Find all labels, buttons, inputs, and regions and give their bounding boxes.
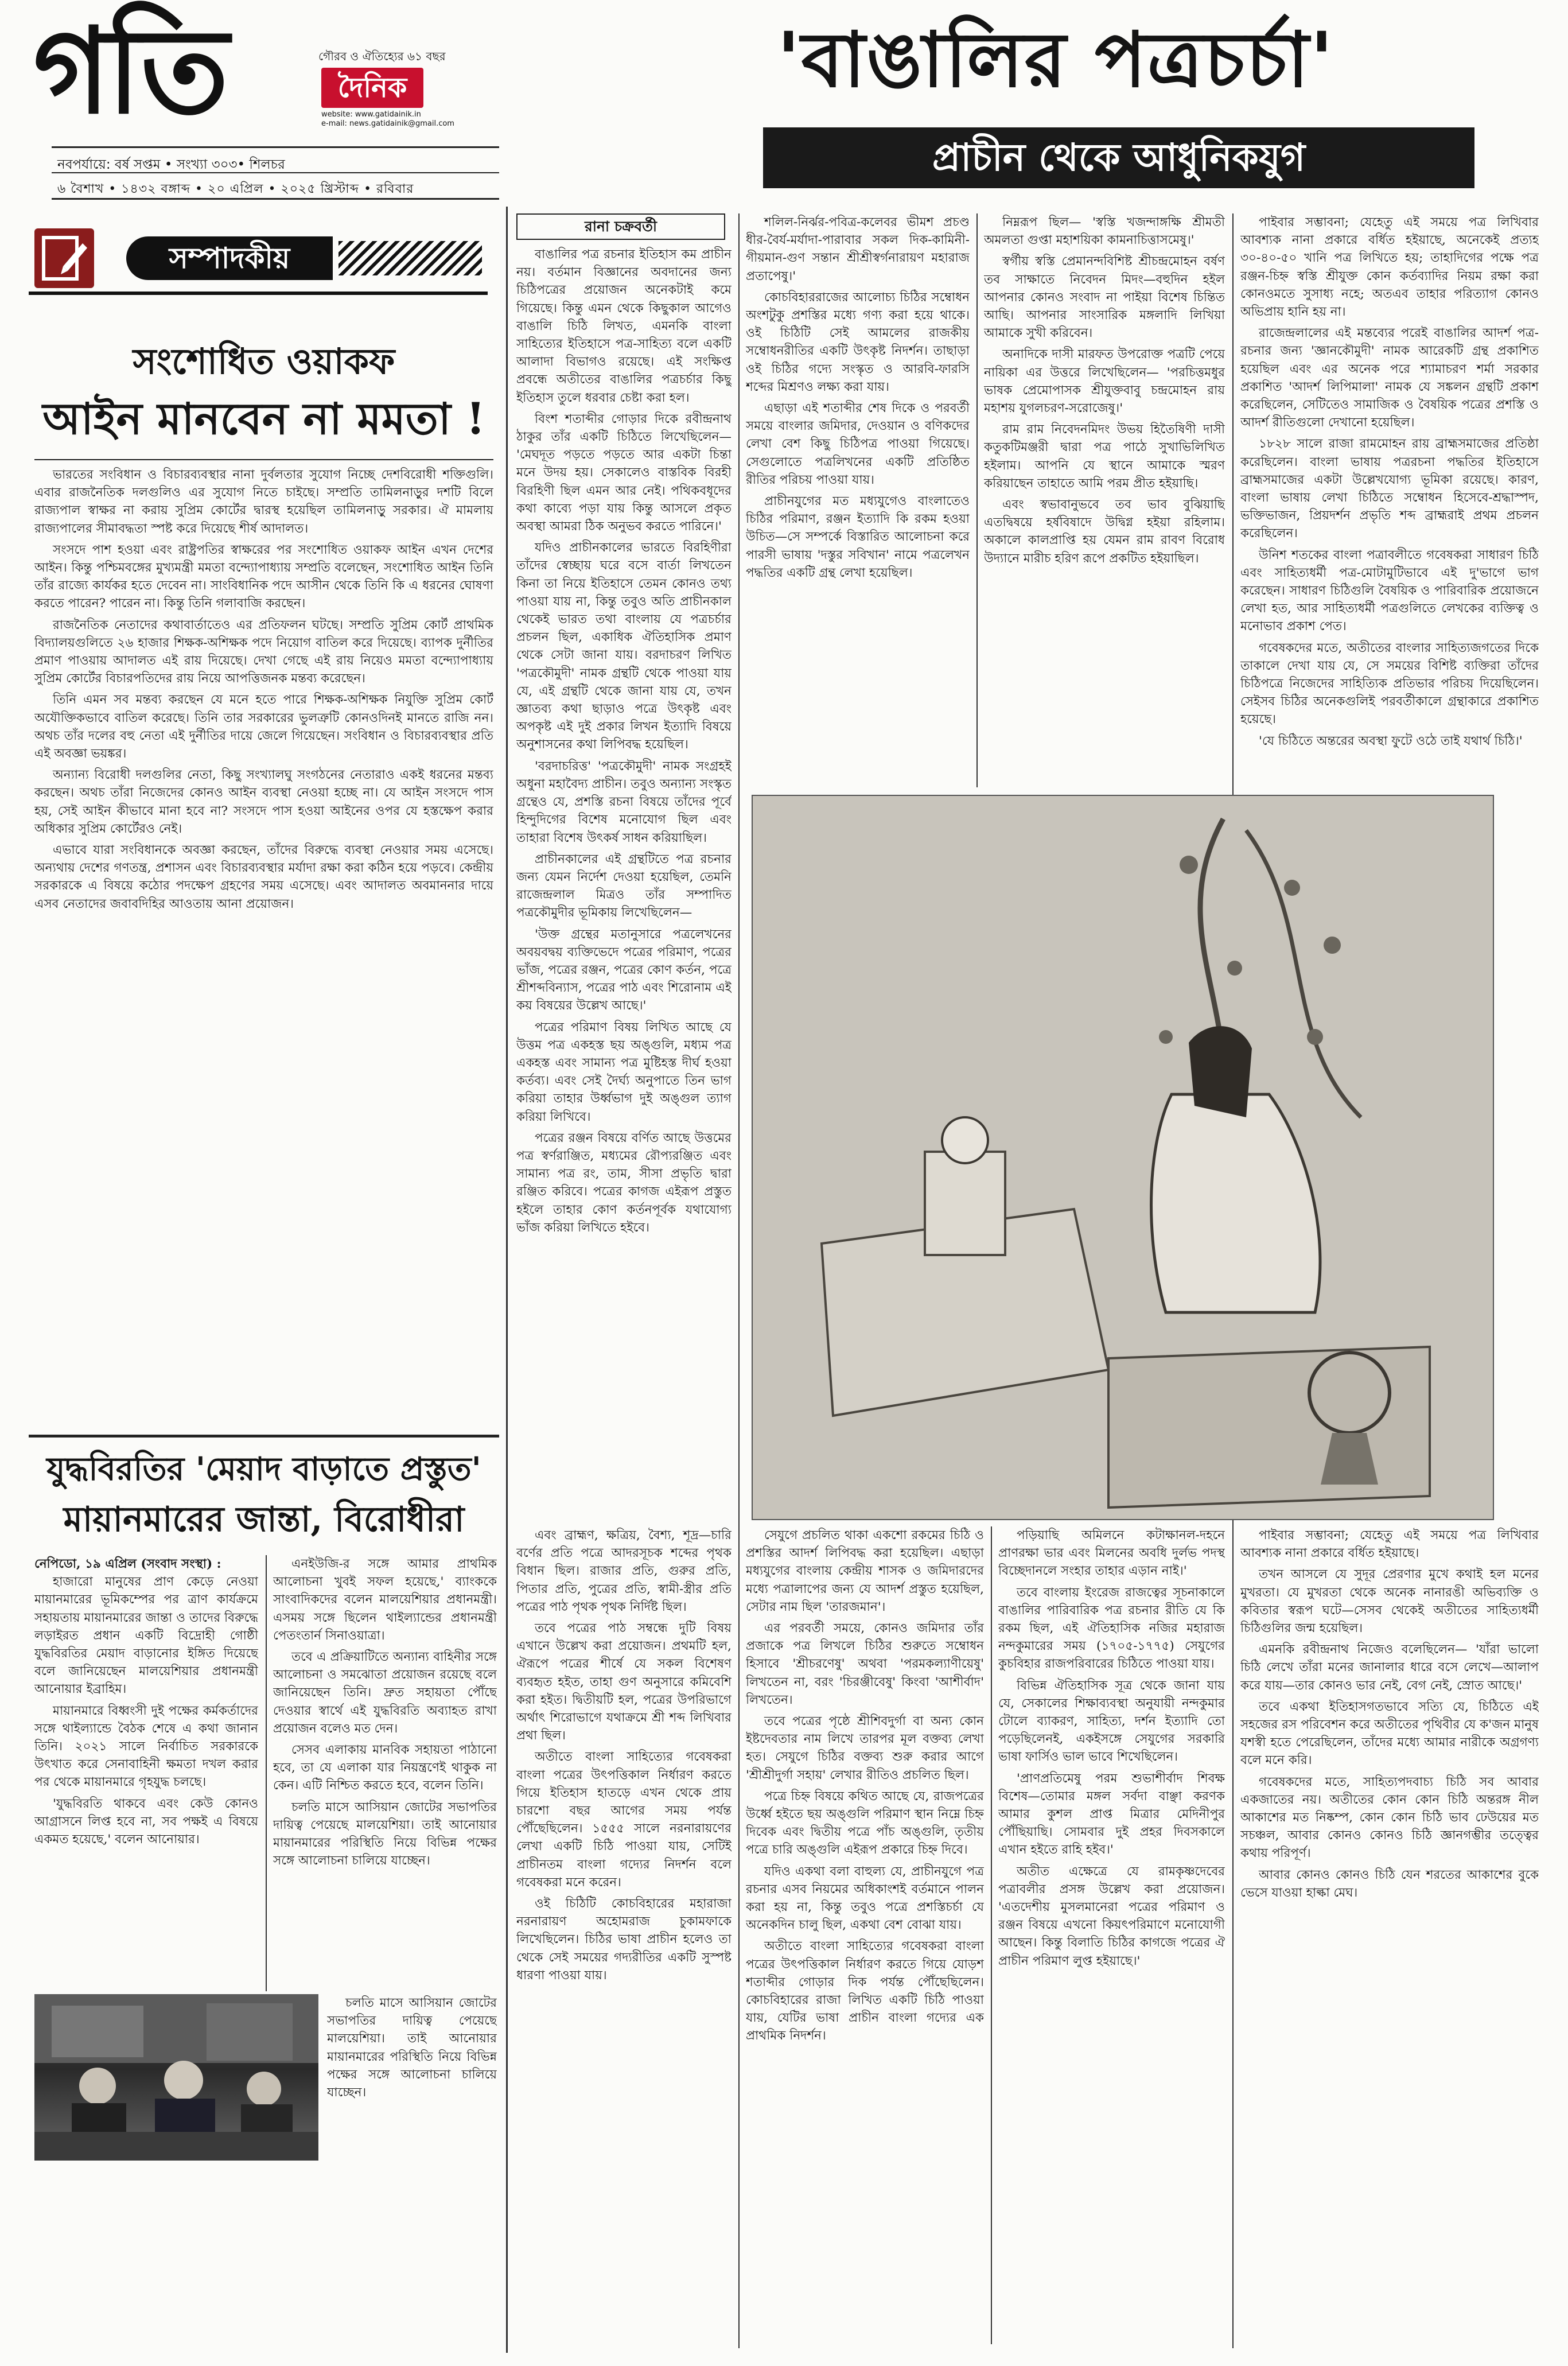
paragraph: তবে পত্রের পৃষ্ঠে শ্রীশিবদুর্গা বা অন্য কোন ইষ্টদেবতার নাম লিখে তারপর মূল বক্তব্য লেখা হত। সেযুগে চিঠির বক্তব্য শুরু করার আগে 'শ্রীশ্রীদুর্গা সহায়' লেখার রীতিও প্রচলিত ছিল। — [746, 1714, 984, 1782]
feature-column-8 — [1240, 1526, 1539, 2344]
paragraph: অন্যান্য বিরোধী দলগুলির নেতা, কিছু সংখ্যালঘু সংগঠনের নেতারাও একই ধরনের মন্তব্য করছেন। অথচ তাঁরা নিজেদের কোনও আইন ব্যবস্থা নেওয়া হচ্ছে না। যে আইন সংসদে পাস হয়, সেই আইন কীভাবে মানা হবে না? সংসদে পাস হওয়া আইনের ওপর যে হস্তক্ষেপ করার অধিকার সুপ্রিম কোর্টেরও নেই। — [34, 768, 493, 836]
paragraph: রাজেন্দ্রলালের এই মন্তব্যের পরেই বাঙালির আদর্শ পত্র-রচনার জন্য 'জ্ঞানকৌমুদী' নামক আরেকটি গ্রন্থ প্রকাশিত হয়েছিল এবং এর অনেক পরে শ্যামাচরণ শর্মা সরকার প্রকাশিত 'আদর্শ লিপিমালা' নামক যে সঙ্কলন গ্রন্থটি প্রকাশ করেছিলেন, সেটিতেও সামাজিক ও বৈষয়িক পত্রের প্রশস্তি ও আদর্শ রীতিগুলো দেখানো হয়েছিল। — [1240, 326, 1539, 430]
paragraph: বাঙালির পত্র রচনার ইতিহাস কম প্রাচীন নয়। বর্তমান বিজ্ঞানের অবদানের জন্য চিঠিপত্রের প্রয়োজন অনেকটাই কমে গিয়েছে। কিন্তু এমন থেকে কিছুকাল আগেও বাঙালি চিঠি লিখত, এমনকি বাংলা সাহিত্যের ইতিহাসে পত্র-সাহিত্য বলে একটি আলাদা বিভাগও রয়েছে। এই সংক্ষিপ্ত প্রবন্ধে অতীতের বাঙালির পত্রচর্চার কিছু ইতিহাস তুলে ধরবার চেষ্টা করা হল। — [516, 247, 732, 405]
feature-column-3 — [746, 213, 970, 787]
war-story-left-body — [34, 1573, 258, 1848]
paragraph: অনাদিকে দাসী মারফত উপরোক্ত পত্রটি পেয়ে নায়িকা এর উত্তরে লিখেছিলেন— 'পরচিত্তমধুর ভাষক প্রেমোপাসক শ্রীযুক্তবাবু চন্দ্রমোহন রায় মহাশয় যুগলচরণ-সরোজেষু।' — [984, 347, 1225, 416]
war-story-photo-side-column — [327, 1994, 497, 2344]
issue-line: নবপর্যায়ে: বর্ষ সপ্তম • সংখ্যা ৩০৩• শিলচর — [57, 157, 285, 172]
paragraph: ভারতের সংবিধান ও বিচারব্যবস্থার নানা দুর্বলতার সুযোগ নিচ্ছে দেশবিরোধী শক্তিগুলি। এবার রাজনৈতিক দলগুলিও এর সুযোগ নিতে চাইছে। সম্প্রতি তামিলনাড়ুর দশটি বিলে রাজ্যপাল স্বাক্ষর না করায় সুপ্রিম কোর্টের দ্বারস্থ হয়েছিল তামিলনাড়ু সরকার। ঐ মামলায় রাজ্যপালের সীমাবদ্ধতা স্পষ্ট করে দিয়েছে শীর্ষ আদালত। — [34, 468, 493, 536]
editorial-headline-line2: আইন মানবেন না মমতা ! — [42, 393, 485, 444]
war-story-right-column — [273, 1555, 497, 1991]
editorial-headline-line1: সংশোধিত ওয়াকফ — [133, 340, 395, 382]
feature-illustration — [752, 795, 1494, 1520]
paragraph: পত্রে চিহ্ন বিষয়ে কথিত আছে যে, রাজপত্রের উর্ধ্বে হইতে ছয় অঙ্গুলি পরিমাণ স্থান নিম্নে চিহ্ন দিবেক এবং দ্বিতীয় পত্রে পাঁচ অঙ্গুলি, তৃতীয় পত্রে চারি অঙ্গুলি এইরূপ প্রকারে চিহ্ন দিবে। — [746, 1789, 984, 1858]
masthead-rule-bottom — [52, 198, 499, 200]
paragraph: এমনকি রবীন্দ্রনাথ নিজেও বলেছিলেন— 'যাঁরা ভালো চিঠি লেখে তাঁরা মনের জানালার ধারে বসে লেখে—আলাপ করে যায়—তার কোনও ভার নেই, বেগ নেই, স্রোত আছে।' — [1240, 1642, 1539, 1693]
war-story-column-rule — [266, 1555, 267, 1991]
paragraph: পত্রের রঞ্জন বিষয়ে বর্ণিত আছে উত্তমের পত্র স্বর্ণরাঞ্জিত, মধ্যমের রৌপ্যরঞ্জিত এবং সামান্য পত্র রং, তাম, সীসা প্রভৃতি দ্বারা রঞ্জিত করিবে। পত্রের কাগজ এইরূপ প্রস্তুত হইলে তাহার কোণ কর্তনপূর্বক যথাযোগ্য ভাঁজ করিয়া লিখিতে হইবে। — [516, 1130, 732, 1235]
feature-column-1 — [516, 246, 732, 1520]
paragraph: বিংশ শতাব্দীর গোড়ার দিকে রবীন্দ্রনাথ ঠাকুর তাঁর একটি চিঠিতে লিখেছিলেন— 'মেঘদূত পড়তে পড়তে আর একটা চিন্তা মনে উদয় হয়। সেকালেও বাস্তবিক বিরহী বিরহিণী ছিল এমন আর নেই। পথিকবধূদের কথা কাব্যে পড়া যায় কিন্তু আসলে প্রকৃত অবস্থা আমরা ঠিক অনুভব করতে পারিনে।' — [516, 411, 732, 534]
editorial-rule — [34, 459, 493, 460]
paragraph: এছাড়া এই শতাব্দীর শেষ দিকে ও পরবর্তী সময়ে বাংলার জমিদার, দেওয়ান ও বণিকদের লেখা বেশ কিছু চিঠিপত্র পাওয়া গিয়েছে। সেগুলোতে পত্রলিখনের একটি প্রতিষ্ঠিত রীতির পরিচয় পাওয়া যায়। — [746, 401, 970, 487]
paragraph: এর পরবর্তী সময়ে, কোনও জমিদার তাঁর প্রজাকে পত্র লিখলে চিঠির শুরুতে সম্বোধন হিসাবে 'শ্রীচরণেষু' অথবা 'পরমকল্যাণীয়েষু' লিখতেন না, বরং 'চিরঞ্জীবেষু' কিংবা 'আশীর্বাদ' লিখতেন। — [746, 1621, 984, 1707]
paragraph: তখন আসলে যে সুদূর প্রেরণার মুখে কথাই হল মনের মুখরতা। যে মুখরতা থেকে অনেক নানারঙী অভিব্যক্তি ও কবিতার স্বরূপ ঘটে—সেসব থেকেই অতীতের সাহিত্যধর্মী চিঠিগুলির জন্ম হয়েছিল। — [1240, 1567, 1539, 1636]
paragraph: শলিল-নির্ঝর-পবিত্র-কলেবর ভীমশ প্রচণ্ড ধীর-বৈর্য-মর্যাদা-পারাবার সকল দিক-কামিনী-গীয়মান-গুণ সন্তান শ্রীশ্রীস্বর্গনারায়ণ মহারাজ প্রতাপেষু।' — [746, 215, 970, 283]
paragraph: স্বর্গীয় স্বস্তি প্রেমানন্দবিশিষ্ট শ্রীচন্দ্রমোহন বর্ষণ তব সাক্ষাতে নিবেদন মিদং—বহুদিন হইল আপনার কোনও সংবাদ না পাইয়া বিশেষ চিন্তিত আছি। আপনার সাংসারিক মঙ্গলাদি লিখিয়া আমাকে সুখী করিবেন। — [984, 254, 1225, 341]
paragraph: সংসদে পাশ হওয়া এবং রাষ্ট্রপতির স্বাক্ষরের পর সংশোধিত ওয়াকফ আইন এখন দেশের আইন। কিন্তু পশ্চিমবঙ্গের মুখ্যমন্ত্রী মমতা বন্দ্যোপাধ্যায় সম্প্রতি বলেছেন, সংশোধিত আইন তিনি তাঁর রাজ্যে কার্যকর হতে দেবেন না। সাংবিধানিক পদে আসীন থেকে তিনি কি এ ধরনের ঘোষণা করতে পারেন? পারেন না। কিন্তু তিনি গলাবাজি করছেন। — [34, 542, 493, 611]
feature-rule-1 — [738, 213, 740, 2348]
paragraph: উনিশ শতকের বাংলা পত্রাবলীতে গবেষকরা সাধারণ চিঠি এবং সাহিত্যধর্মী পত্র-মোটামুটিভাবে এই দু'ভাগে ভাগ করেছেন। সাধারণ চিঠিগুলি বৈষয়িক ও পারিবারিক প্রয়োজনে লেখা হত, আর সাহিত্যধর্মী পত্রগুলিতে লেখকের ব্যক্তিত্ব ও মনোভাব প্রকাশ পেত। — [1240, 547, 1539, 634]
masthead-contact — [321, 110, 454, 129]
editorial-body — [34, 466, 493, 1424]
pen-icon — [34, 228, 94, 288]
website-text: website: www.gatidainik.in — [321, 110, 421, 119]
paragraph: এভাবে যারা সংবিধানকে অবজ্ঞা করছেন, তাঁদের বিরুদ্ধে ব্যবস্থা নেওয়ার সময় এসেছে। অন্যথায় দেশের গণতন্ত্র, প্রশাসন এবং বিচারব্যবস্থার মর্যাদা রক্ষা করা কঠিন হয়ে পড়বে। কেন্দ্রীয় সরকারকে এ বিষয়ে কঠোর পদক্ষেপ গ্রহণের সময় এসেছে। এবং আদালত অবমাননার দায়ে এসব নেতাদের জবাবদিহির আওতায় আনা প্রয়োজন। — [34, 843, 493, 911]
paragraph: হাজারো মানুষের প্রাণ কেড়ে নেওয়া মায়ানমারের ভূমিকম্পের পর ত্রাণ কার্যক্রমে সহায়তায় মায়ানমারের জান্তা ও তাদের বিরুদ্ধে লড়াইরত প্রধান একটি বিদ্রোহী গোষ্ঠী যুদ্ধবিরতির মেয়াদ বাড়ানোর ইঙ্গিত দিয়েছে বলে জানিয়েছেন মালয়েশিয়ার প্রধানমন্ত্রী আনোয়ার ইব্রাহিম। — [34, 1575, 258, 1697]
feature-headline: 'বাঙালির পত্রচর্চা' — [777, 15, 1334, 104]
paragraph: এবং ব্রাহ্মণ, ক্ষত্রিয়, বৈশ্য, শূদ্র—চারি বর্ণের প্রতি পত্রে আদরসূচক শব্দের পৃথক বিধান ছিল। রাজার প্রতি, গুরুর প্রতি, পিতার প্রতি, পুত্রের প্রতি, স্বামী-স্ত্রীর প্রতি পত্রের পাঠ পৃথক পৃথক নির্দিষ্ট ছিল। — [516, 1528, 732, 1614]
edition-badge: দৈনিক — [321, 68, 423, 108]
feature-rule-2 — [976, 213, 978, 787]
email-text: e-mail: news.gatidainik@gmail.com — [321, 119, 454, 128]
war-story-headline-line1: যুদ্ধবিরতির 'মেয়াদ বাড়াতে প্রস্তুত' — [46, 1450, 481, 1488]
paragraph: প্রাচীনকালের এই গ্রন্থটিতে পত্র রচনার জন্য যেমন নির্দেশ দেওয়া হয়েছিল, তেমনি রাজেন্দ্রলাল মিত্রও তাঁর সম্পাদিত পত্রকৌমুদীর ভূমিকায় লিখেছিলেন— — [516, 852, 732, 920]
paragraph: এনইউজি-র সঙ্গে আমার প্রাথমিক আলোচনা খুবই সফল হয়েছে,' ব্যাংককে সাংবাদিকদের বলেন মালয়েশিয়ার প্রধানমন্ত্রী। এসময় সঙ্গে ছিলেন থাইল্যান্ডের প্রধানমন্ত্রী পেতংতার্ন সিনাওয়াত্রা। — [273, 1557, 497, 1643]
paragraph: পড়িয়াছি অমিলনে কটাক্ষানল-দহনে প্রাণরক্ষা ভার এবং মিলনের অবধি দুর্লভ পদস্থ বিচ্ছেদানলে সংহার তাহার এড়ান নাই।' — [998, 1528, 1225, 1579]
paragraph: রাম রাম নিবেদনমিদং উভয় হিতৈষিণী দাসী কতুকটিমঞ্জরী দ্বারা পত্র পাঠে সুখাভিলিখিত হইলাম। আপনি যে স্থানে আমাকে স্মরণ করিয়াছেন তাহাতে আমি পরম প্রীত হইয়াছি। — [984, 422, 1225, 491]
paragraph: এবং স্বভাবানুভবে তব ভাব বুঝিয়াছি এতদ্বিষয়ে হর্ষবিষাদে উদ্বিগ্ন হইয়া রহিলাম। অকালে কালপ্রাপ্তি হয় যেমন রাম রাবণ বিরোধ উদ্যানে মারীচ হরিণ রূপে প্রকটিত হইয়াছিল। — [984, 498, 1225, 566]
paragraph: পাইবার সম্ভাবনা; যেহেতু এই সময়ে পত্র লিখিবার আবশ্যক নানা প্রকারে বর্ধিত হইয়াছে, অনেকেই প্রত্যহ ৩০-৪০-৫০ খানি পত্র লিখিতে হয়; তাহাদিগের পক্ষে পত্র রঞ্জন-চিহ্ন স্বস্তি শ্রীযুক্ত কোন কর্তব্যাদির নিয়ম রক্ষা করা কোনওমতে সুসাধ্য নহে; অতএব তাহার পরিত্যাগ কোনও অভিপ্রায় হানি হয় না। — [1240, 215, 1539, 320]
war-story-dateline: নেপিডো, ১৯ এপ্রিল (সংবাদ সংস্থা) : — [34, 1557, 221, 1571]
paragraph: অতীতে বাংলা সাহিত্যের গবেষকরা বাংলা পত্রের উৎপত্তিকাল নির্ধারণ করতে গিয়ে ইতিহাস হাতড়ে এখন থেকে প্রায় চারশো বছর আগের সময় পর্যন্ত পৌঁছেছিলেন। ১৫৫৫ সালে নরনারায়ণের লেখা একটি চিঠি পাওয়া যায়, সেটিই প্রাচীনতম বাংলা গদ্যের নিদর্শন বলে গবেষকরা মনে করেন। — [516, 1750, 732, 1890]
paragraph: যদিও একথা বলা বাহুল্য যে, প্রাচীনযুগে পত্র রচনার এসব নিয়মের অধিকাংশই বর্তমানে পালন করা হয় না, কিন্তু তবুও পত্রে প্রশস্তিচর্চা যে অনেকদিন চালু ছিল, একথা বেশ বোঝা যায়। — [746, 1864, 984, 1933]
paragraph: মায়ানমারে বিধ্বংসী দুই পক্ষের কর্মকর্তাদের সঙ্গে থাইল্যান্ডে বৈঠক শেষে এ কথা জানান তিনি। ২০২১ সালে নির্বাচিত সরকারকে উৎখাত করে সেনাবাহিনী ক্ষমতা দখল করার পর থেকে মায়ানমারে গৃহযুদ্ধ চলছে। — [34, 1703, 258, 1790]
war-story-photo — [34, 1994, 318, 2161]
paragraph: তবে এ প্রক্রিয়াটিতে অন্যান্য বাহিনীর সঙ্গে আলোচনা ও সমঝোতা প্রয়োজন রয়েছে বলে জানিয়েছেন তিনি। দ্রুত সহায়তা পৌঁছে দেওয়ার স্বার্থে এই যুদ্ধবিরতি অব্যাহত রাখা প্রয়োজন বলেও মত দেন। — [273, 1650, 497, 1736]
feature-byline: রানা চক্রবর্তী — [516, 213, 725, 240]
feature-column-6 — [746, 1526, 984, 2344]
paragraph: রাজনৈতিক নেতাদের কথাবার্তাতেও এর প্রতিফলন ঘটছে। সম্প্রতি সুপ্রিম কোর্ট প্রাথমিক বিদ্যালয়গুলিতে ২৬ হাজার শিক্ষক-অশিক্ষক পদে নিয়োগ বাতিল করে দিয়েছে। ব্যাপক দুর্নীতির প্রমাণ পাওয়ায় আদালত এই রায় দিয়েছে। দেখা গেছে এই রায় নিয়েও মমতা বন্দ্যোপাধ্যায় সুপ্রিম কোর্টের বিচারপতিদের রায় নিয়ে আপত্তিজনক মন্তব্য করেছেন। — [34, 617, 493, 686]
feature-subheadline: প্রাচীন থেকে আধুনিকযুগ — [763, 127, 1474, 188]
paragraph: তবে বাংলায় ইংরেজ রাজত্বের সূচনাকালে বাঙালির পারিবারিক পত্র রচনার রীতি যে কি রকম ছিল, এই ঐতিহাসিক নজির মহারাজ নন্দকুমারের সময় (১৭০৫-১৭৭৫) সেযুগের কুচবিহার রাজপরিবারের চিঠিতে পাওয়া যায়। — [998, 1585, 1225, 1672]
paragraph: অতীত এক্ষেত্রে যে রামকৃষ্ণদেবের পত্রাবলীর প্রসঙ্গ উল্লেখ করা প্রয়োজন। 'এতদেশীয় মুসলমানেরা পত্রের পরিমাণ ও রঞ্জন বিষয়ে এখনো কিয়ৎপরিমাণে মনোযোগী আছেন। কিন্তু বিলাতি চিঠির কাগজে পত্রের ঐ প্রাচীন পরিমাণ লুপ্ত হইয়াছে।' — [998, 1864, 1225, 1968]
newspaper-logo: গতি — [33, 3, 225, 140]
paragraph: পত্রের পরিমাণ বিষয় লিখিত আছে যে উত্তম পত্র একহস্ত ছয় অঙ্গুলি, মধ্যম পত্র একহস্ত এবং সামান্য পত্র মুষ্টিহস্ত দীর্ঘ হওয়া কর্তব্য। এবং সেই দৈর্ঘ্য অনুপাতে তিন ভাগ করিয়া তাহার উর্ধ্বভাগ দুই অঙ্গুল ত্যাগ করিয়া লিখিবে। — [516, 1020, 732, 1124]
masthead-tagline: গৌরব ও ঐতিহ্যের ৬১ বছর — [318, 49, 446, 63]
paragraph: গবেষকদের মতে, অতীতের বাংলার সাহিত্যজগতের দিকে তাকালে দেখা যায় যে, সে সময়ের বিশিষ্ট ব্যক্তিরা তাঁদের চিঠিপত্রে নিজেদের সাহিত্যিক প্রতিভার পরিচয় দিয়েছিলেন। সেইসব চিঠির অনেকগুলিই পরবর্তীকালে গ্রন্থাকারে প্রকাশিত হয়েছে। — [1240, 640, 1539, 727]
feature-column-4 — [984, 213, 1225, 787]
feature-rule-4 — [991, 1526, 992, 2344]
paragraph: ওই চিঠিটি কোচবিহারের মহারাজা নরনারায়ণ অহোমরাজ চুকামফাকে লিখেছিলেন। চিঠির ভাষা প্রাচীন হলেও তা থেকে সেই সময়ের গদ্যরীতির একটি সুস্পষ্ট ধারণা পাওয়া যায়। — [516, 1897, 732, 1983]
paragraph: কোচবিহাররাজের আলোচ্য চিঠির সম্বোধন অংশটুকু প্রশস্তির মধ্যে গণ্য করা হয়ে থাকে। ওই চিঠিটি সেই আমলের রাজকীয় সম্বোধনরীতির একটি উৎকৃষ্ট নিদর্শন। তাছাড়া ওই চিঠির গদ্যে সংস্কৃত ও আরবি-ফারসি শব্দের মিশ্রণও লক্ষ্য করা যায়। — [746, 290, 970, 394]
paragraph: 'যুদ্ধবিরতি থাকবে এবং কেউ কোনও আগ্রাসনে লিপ্ত হবে না, সব পক্ষই এ বিষয়ে একমত হয়েছে,' বলেন আনোয়ার। — [34, 1796, 258, 1847]
paragraph: চলতি মাসে আসিয়ান জোটের সভাপতির দায়িত্ব পেয়েছে মালয়েশিয়া। তাই আনোয়ার মায়ানমারের পরিস্থিতি নিয়ে বিভিন্ন পক্ষের সঙ্গে আলোচনা চালিয়ে যাচ্ছেন। — [273, 1800, 497, 1868]
paragraph: বিভিন্ন ঐতিহাসিক সূত্র থেকে জানা যায় যে, সেকালের শিক্ষাব্যবস্থা অনুযায়ী নন্দকুমার টোলে ব্যাকরণ, সাহিত্য, দর্শন ইত্যাদি তো পড়েছিলেনই, একইসঙ্গে সেযুগের সরকারি ভাষা ফার্সিও ভাল ভাবে শিখেছিলেন। — [998, 1678, 1225, 1765]
war-story-left-column — [34, 1555, 258, 2341]
page-divider — [506, 207, 508, 2353]
date-line: ৬ বৈশাখ • ১৪৩২ বঙ্গাব্দ • ২০ এপ্রিল • ২০২৫ খ্রিস্টাব্দ • রবিবার — [57, 182, 414, 196]
paragraph: 'প্রাণপ্রতিমেষু পরম শুভাশীর্বাদ শিবক্ষ বিশেষ—তোমার মঙ্গল সর্বদা বাঞ্ছা করণক আমার কুশল প্রাপ্ত মিত্রার মেদিনীপুর পৌঁছিয়াছি। সোমবার দুই প্রহর দিবসকালে এখান হইতে রাহি হইব।' — [998, 1771, 1225, 1858]
paragraph: তবে একথা ইতিহাসগতভাবে সত্যি যে, চিঠিতে এই সহজের রস পরিবেশন করে অতীতের পৃথিবীর যে ক'জন মানুষ যশস্বী হতে পেরেছিলেন, তাঁদের মধ্যে আমার নারীকে অগ্রগণ্য বলে মনে করি। — [1240, 1699, 1539, 1768]
paragraph: সেযুগে প্রচলিত থাকা একশো রকমের চিঠি ও প্রশস্তির আদর্শ লিপিবদ্ধ করা হয়েছিল। এছাড়া মধ্যযুগের বাংলায় কেন্দ্রীয় শাসক ও জমিদারদের মধ্যে পত্রালাপের জন্য যে আদর্শ প্রস্তুত হয়েছিল, সেটার নাম ছিল 'তারজমান'। — [746, 1528, 984, 1614]
masthead-rule-top — [52, 146, 499, 148]
paragraph: প্রাচীনযুগের মত মধ্যযুগেও বাংলাতেও চিঠির পরিমাণ, রঞ্জন ইত্যাদি কি রকম হওয়া উচিত—সে সম্পর্কে বিস্তারিত আলোচনা করে পারসী ভাষায় 'দস্তুর সবিখান' নামে পত্রলেখন পদ্ধতির একটি গ্রন্থ লেখা হয়েছিল। — [746, 494, 970, 580]
editorial-banner-stripes — [338, 241, 482, 275]
paragraph: পাইবার সম্ভাবনা; যেহেতু এই সময়ে পত্র লিখিবার আবশ্যক নানা প্রকারে বর্ধিত হইয়াছে। — [1240, 1528, 1539, 1561]
paragraph: 'যে চিঠিতে অন্তরের অবস্থা ফুটে ওঠে তাই যথার্থ চিঠি।' — [1259, 733, 1523, 748]
paragraph: আবার কোনও কোনও চিঠি যেন শরতের আকাশের বুকে ভেসে যাওয়া হাল্কা মেঘ। — [1240, 1867, 1539, 1900]
paragraph: চলতি মাসে আসিয়ান জোটের সভাপতির দায়িত্ব পেয়েছে মালয়েশিয়া। তাই আনোয়ার মায়ানমারের পরিস্থিতি নিয়ে বিভিন্ন পক্ষের সঙ্গে আলোচনা চালিয়ে যাচ্ছেন। — [327, 1996, 497, 2100]
paragraph: 'বরদাচরিত্ত' 'পত্রকৌমুদী' নামক সংগ্রহই অধুনা মহাবৈদ্য প্রাচীন। তবুও অন্যান্য সংস্কৃত গ্রন্থেও যে, প্রশস্তি রচনা বিষয়ে তাঁদের পূর্বে হিন্দুদিগের বিশেষ মনোযোগ ছিল এবং তাহারা বিশেষ উৎকর্ষ সাধন করিয়াছিল। — [516, 759, 732, 845]
paragraph: সেসব এলাকায় মানবিক সহায়তা পাঠানো হবে, তা যে এলাকা যার নিয়ন্ত্রণেই থাকুক না কেন। এটি নিশ্চিত করতে হবে, বলেন তিনি। — [273, 1743, 497, 1793]
paragraph: নিম্নরূপ ছিল— 'স্বস্তি খজন্দাঙ্গক্ষি শ্রীমতী অমলতা গুপ্তা মহাশয়িকা কামনাচিত্তাসমেষু।' — [984, 215, 1225, 248]
paragraph: যদিও প্রাচীনকালের ভারতে বিরহিণীরা তাঁদের স্বেচ্ছায় ঘরে বসে বার্তা লিখতেন কিনা তা নিয়ে ইতিহাসে তেমন কোনও তথ্য পাওয়া যায় না, কিন্তু তবুও অতি প্রাচীনকাল থেকেই ভারত তথা বাংলায় যে পত্রচর্চার প্রচলন ছিল, একাধিক ঐতিহাসিক প্রমাণ থেকে সেটা জানা যায়। বরদাচরণ লিখিত 'পত্রকৌমুদী' নামক গ্রন্থটি থেকে পাওয়া যায় যে, এই গ্রন্থটি থেকে জানা যায় যে, তখন জ্ঞাতব্য কথা ছাড়াও পত্রে উৎকৃষ্ট এবং অপকৃষ্ট এই দুই প্রকার লিখন ইত্যাদি বিষয়ে অনুশাসনের কথা লিপিবদ্ধ হয়েছিল। — [516, 541, 732, 752]
paragraph: অতীতে বাংলা সাহিত্যের গবেষকরা বাংলা পত্রের উৎপত্তিকাল নির্ধারণ করতে গিয়ে যোড়শ শতাব্দীর গোড়ার দিক পর্যন্ত পৌঁছেছিলেন। কোচবিহারের রাজা লিখিত একটি চিঠি পাওয়া যায়, যেটির ভাষা প্রাচীন বাংলা গদ্যের এক প্রাথমিক নিদর্শন। — [746, 1939, 984, 2043]
paragraph: 'উক্ত গ্রন্থের মতানুসারে পত্রলেখনের অবয়বদ্বয় ব্যক্তিভেদে পত্রের পরিমাণ, পত্রের ভাঁজ, পত্রের রঞ্জন, পত্রের কোণ কর্তন, পত্রে শ্রীশব্দবিন্যাস, পত্রের পাঠ এবং শিরোনাম এই কয় বিষয়ের উল্লেখ আছে।' — [516, 927, 732, 1013]
editorial-section-label: সম্পাদকীয় — [126, 236, 333, 280]
masthead-rule-mid — [52, 172, 499, 173]
war-story-rule-top — [29, 1435, 499, 1438]
paragraph: তবে পত্রের পাঠ সম্বন্ধে দুটি বিষয় এখানে উল্লেখ করা প্রয়োজন। প্রথমটি হল, ঐরূপে পত্রের শীর্ষে যে সকল বিশেষণ ব্যবহৃত হইত, তাহা গুণ অনুসারে কমিবেশি করা হইত। দ্বিতীয়টি হল, পত্রের উপরিভাগে অর্থাৎ শিরোভাগে যথাক্রমে শ্রী শব্দ লিখিবার প্রথা ছিল। — [516, 1621, 732, 1743]
feature-column-2 — [516, 1526, 732, 2344]
paragraph: ১৮২৮ সালে রাজা রামমোহন রায় ব্রাহ্মসমাজের প্রতিষ্ঠা করেছিলেন। বাংলা ভাষায় পত্ররচনা পদ্ধতির ইতিহাসে ব্রাহ্মসমাজের একটা উল্লেখযোগ্য ভূমিকা রয়েছে। কারণ, বাংলা ভাষায় লেখা চিঠিতে সম্বোধন হিসেবে-শ্রদ্ধাস্পদ, ভক্তিভাজন, প্রিয়দর্শন প্রভৃতি শব্দ ব্রাহ্মরাই প্রথম প্রচলন করেছিলেন। — [1240, 437, 1539, 541]
feature-column-7 — [998, 1526, 1225, 2344]
paragraph: তিনি এমন সব মন্তব্য করছেন যে মনে হতে পারে শিক্ষক-অশিক্ষক নিযুক্তি সুপ্রিম কোর্ট অযৌক্তিকভাবে বাতিল করেছে। তিনি তার সরকারের ভুলত্রুটি কোনওদিনই মানতে রাজি নন। অথচ তাঁর দলের বহু নেতা এই দুর্নীতির দায়ে জেলে গিয়েছেন। সংবিধান ও বিচারব্যবস্থার প্রতি এই অবজ্ঞা ভয়ঙ্কর। — [34, 693, 493, 762]
paragraph: গবেষকদের মতে, সাহিত্যপদবাচ্য চিঠি সব আবার একজাতের নয়। অতীতের কোন কোন চিঠি অন্তরঙ্গ নীল আকাশের মত নিষ্কম্প, কোন কোন চিঠি ভাব ঢেউয়ের মত সচঞ্চল, আবার কোনও কোনও চিঠি জ্ঞানগম্ভীর তত্ত্বের কথায় পরিপূর্ণ। — [1240, 1774, 1539, 1861]
war-story-headline-line2: মায়ানমারের জান্তা, বিরোধীরা — [63, 1499, 465, 1540]
